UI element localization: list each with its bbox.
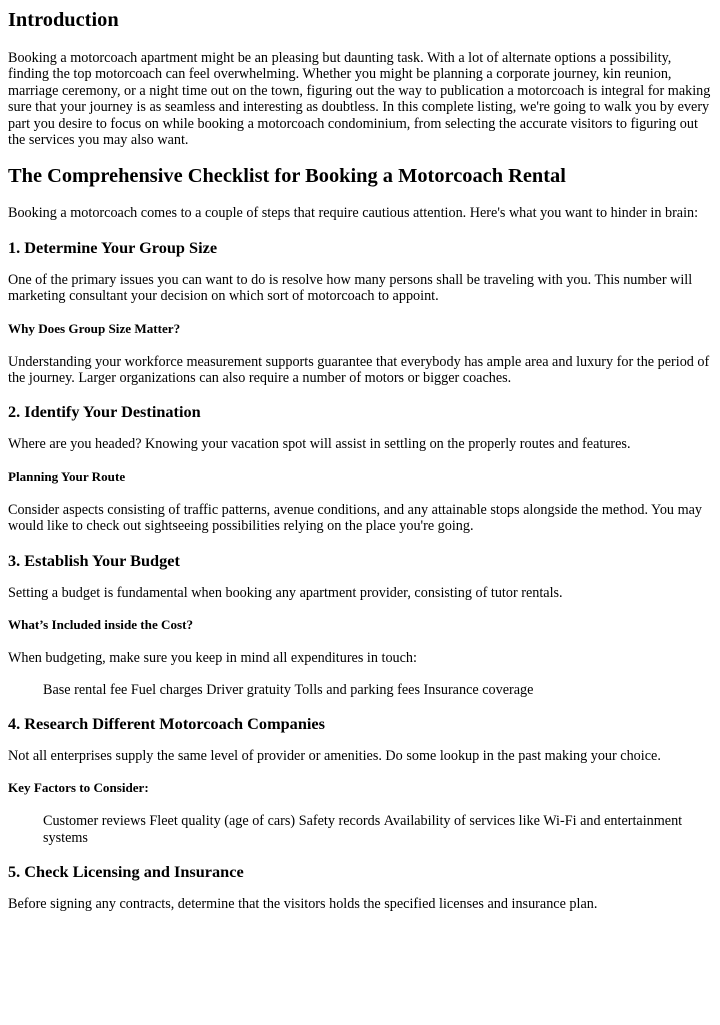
section-1-heading: 1. Determine Your Group Size (8, 237, 218, 257)
section-4-heading: 4. Research Different Motorcoach Companies (8, 713, 325, 733)
list-item: Tolls and parking fees (294, 681, 420, 698)
section-2-paragraph: Where are you headed? Knowing your vacation spot will assist in settling on the properly routes and features. (8, 436, 631, 453)
list-item: Insurance coverage (423, 681, 534, 698)
list-item: Availability of services like Wi-Fi and entertainment systems (43, 813, 683, 846)
section-3-sub-paragraph: When budgeting, make sure you keep in mind all expenditures in touch: (8, 650, 417, 667)
section-3-subheading: What’s Included inside the Cost? (8, 617, 194, 633)
list-item: Safety records (298, 813, 381, 830)
list-item: Customer reviews (43, 813, 146, 830)
section-5-heading: 5. Check Licensing and Insurance (8, 862, 244, 882)
section-3-heading: 3. Establish Your Budget (8, 550, 180, 570)
section-1-subheading: Why Does Group Size Matter? (8, 320, 181, 336)
section-2-sub-paragraph: Consider aspects consisting of traffic patterns, avenue conditions, and any attainable stops alongside the method. You may would like to check out sightseeing possibilities relying on the place you're going. (8, 501, 702, 535)
section-3-paragraph: Setting a budget is fundamental when booking any apartment provider, consisting of tutor rentals. (8, 584, 563, 601)
checklist-heading: The Comprehensive Checklist for Booking a Motorcoach Rental (8, 165, 566, 188)
section-5-paragraph: Before signing any contracts, determine that the visitors holds the specified licenses and insurance plan. (8, 896, 598, 913)
list-item: Fleet quality (age of cars) (149, 813, 296, 830)
intro-heading: Introduction (8, 9, 119, 31)
list-item: Fuel charges (130, 681, 203, 698)
document-page (0, 8, 720, 913)
section-4-subheading: Key Factors to Consider: (8, 780, 149, 796)
section-4-paragraph: Not all enterprises supply the same level of provider or amenities. Do some lookup in the past making your choice. (8, 747, 661, 764)
cost-list (8, 682, 712, 698)
section-1-sub-paragraph: Understanding your workforce measurement supports guarantee that everybody has ample area and luxury for the period of the journey. Larger organizations can also require a number of motors or bigger coaches. (8, 353, 710, 387)
section-1-paragraph: One of the primary issues you can want to do is resolve how many persons shall be traveling with you. This number will marketing consultant your decision on which sort of motorcoach to appoint. (8, 271, 693, 305)
checklist-paragraph: Booking a motorcoach comes to a couple of steps that require cautious attention. Here's what you want to hinder in brain: (8, 205, 699, 222)
list-item: Base rental fee (43, 681, 128, 698)
list-item: Driver gratuity (206, 681, 291, 698)
intro-paragraph: Booking a motorcoach apartment might be an pleasing but daunting task. With a lot of alternate options a possibility, finding the top motorcoach can feel overwhelming. Whether you might be planning a corporate journey, kin reunion, marriage ceremony, or a night time out on the town, figuring out the way to publication a motorcoach is integral for making sure that your journey is as seamless and interesting as doubtless. In this complete listing, we're going to walk you by every part you desire to focus on while booking a motorcoach condominium, from selecting the accurate visitors to figuring out the services you may also want. (8, 50, 711, 149)
section-2-heading: 2. Identify Your Destination (8, 402, 201, 422)
section-2-subheading: Planning Your Route (8, 468, 126, 484)
factors-list (8, 813, 712, 846)
